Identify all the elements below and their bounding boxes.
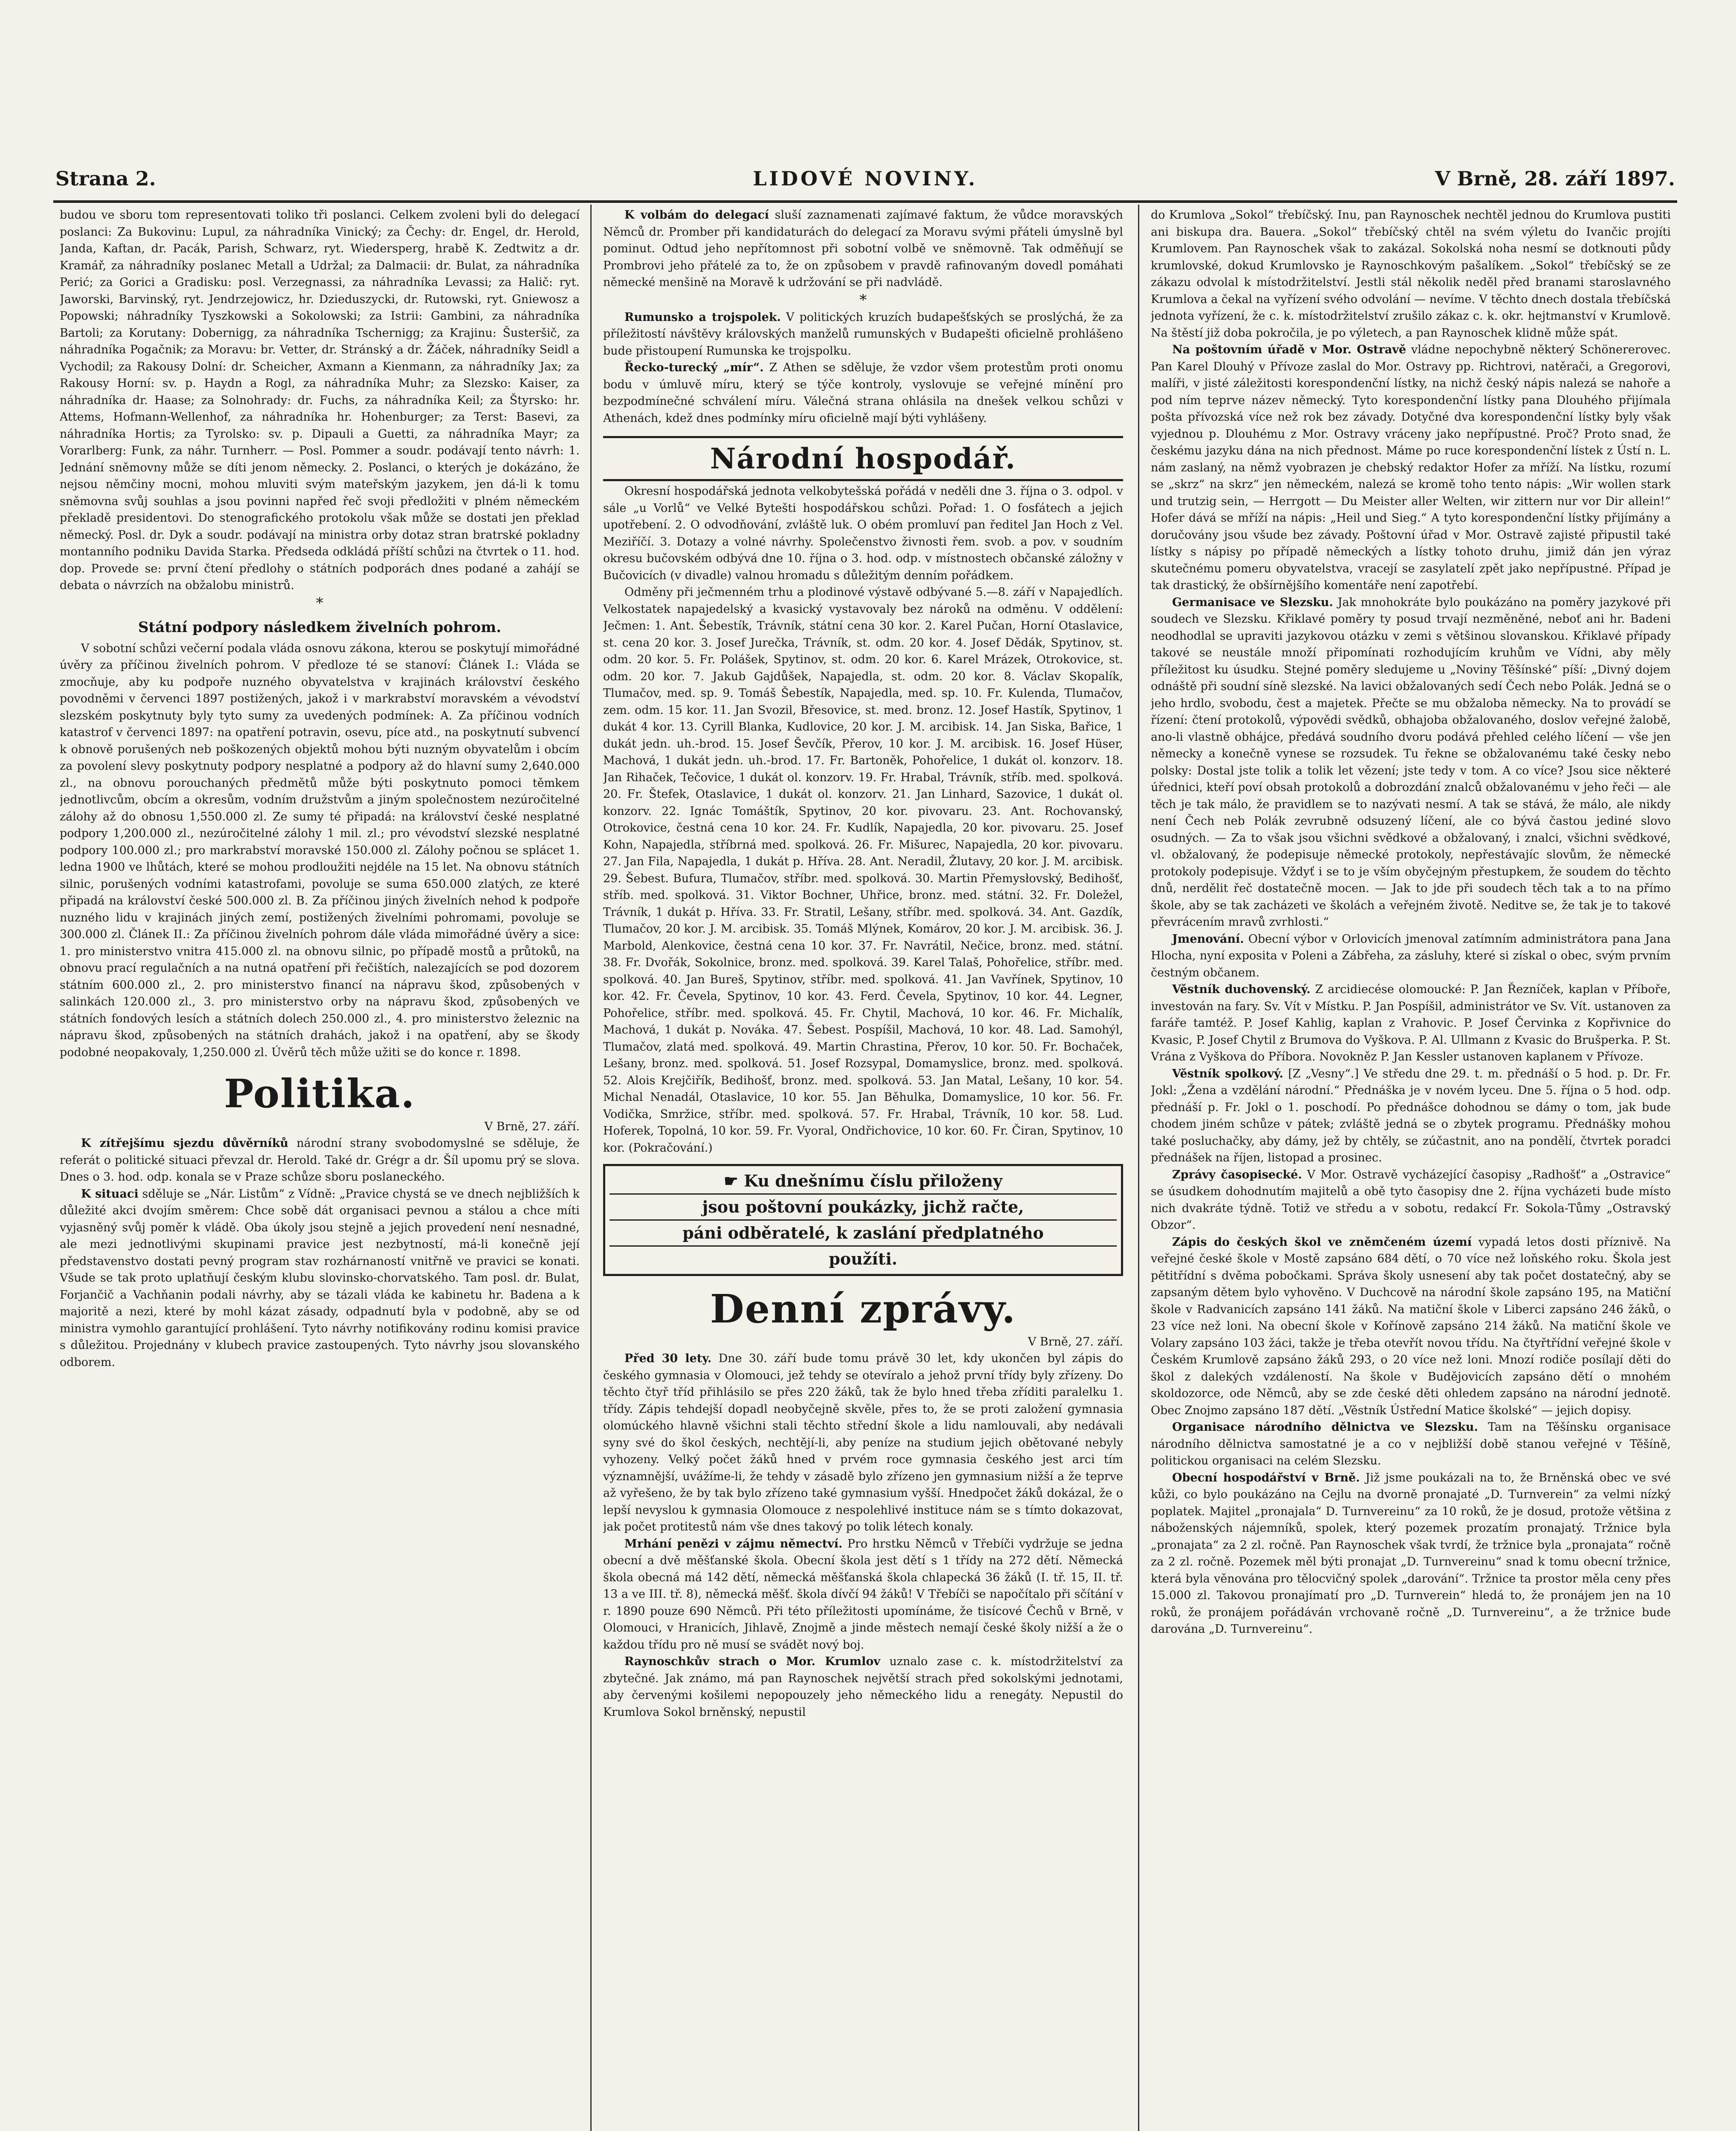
article-text: Již jsme poukázali na to, že Brněnská obec ve své kůži, co bylo poukázáno na Cejlu na dvorně pronajaté „D. Turnverein“ za velmi nízký poplatek. Majitel „pronajala“ D. Turnvereinu“ za 10 roků, že je dosud, protože většina z náboženských nájemníků, spolek, který pozemek prozatím pronajatý. Tržnice byla „pronajata“ za 2 zl. ročně. Pan Raynoschek však tvrdí, že tržnice byla „pronajata“ ročně za 2 zl. ročně. Pozemek měl býti pronajat „D. Turnvereinu“ snad k tomu obecní tržnice, která byla věnována pro tělocvičný spolek „darování“. Tržnice ta prostor měla ceny přes 15.000 zl. Takovou pronajímatí pro „D. Turnverein“ hledá to, že pronájem jen na 10 roků, že pronájem pořádáván vrchovaně ročně „D. Turnvereinu“, a že tržnice bude darována „D. Turnvereinu“. <box>1151 1471 1671 1636</box>
article-lead: Řecko-turecký „mír“. <box>624 361 764 374</box>
article-lead: Mrhání penězi v zájmu němectví. <box>624 1537 843 1551</box>
article-lead: Obecní hospodářství v Brně. <box>1172 1471 1360 1484</box>
article-lead: Na poštovním úřadě v Mor. Ostravě <box>1172 343 1407 356</box>
page-number: Strana 2. <box>55 167 156 190</box>
column-1 <box>60 207 580 2131</box>
article-text: V sobotní schůzi večerní podala vláda osnovu zákona, kterou se poskytují mimořádné úvěry za příčinou živelních pohrom. V předloze té se stanoví: Článek I.: Vláda se zmocňuje, aby ku podpoře nuzného obyvatelstva v krajinách království českého povodněmi v červenci 1897 postižených, jakož i v markrabství moravském a vévodství slezském poskytnuty byly tyto sumy za uvedených podmínek: A. Za příčinou vodních katastrof v červenci 1897: na opatření potravin, osevu, píce atd., na poskytnutí subvencí k obnově porušených neb poškozených objektů mohou býti nuzným obyvatelům i obcím za povolení slevy poskytnuty podpory nesplatné a podpory až do hlavní sumy 2,640.000 zl., na obnovu porouchaných předmětů může býti poskytnuto pomoci těmkem jednotlivcům, obcím a okresům, vodním družstvům a jiným společnostem nezúročitelné zálohy až do obnosu 1,550.000 zl. Ze sumy té připadá: na království české nesplatné podpory 1,200.000 zl., nezúročitelné zálohy 1 mil. zl.; pro vévodství slezské nesplatné podpory 100.000 zl.; pro markrabství moravské 150.000 zl. Zálohy počnou se splácet 1. ledna 1900 ve lhůtách, které se mohou prodloužiti nejdéle na 15 let. Na obnovu státních silnic, porušených vodními katastrofami, povoluje se suma 650.000 zlatých, ze které připadá na království české 500.000 zl. B. Za příčinou jiných živelních nehod k podpoře nuzného lidu v krajinách jiných zemí, postižených živelními pohromami, povoluje se 300.000 zl. Článek II.: Za příčinou živelních pohrom dále vláda mimořádné úvěry a sice: 1. pro ministerstvo vnitra 415.000 zl. na obnovu silnic, po případě mostů a průtoků, na obnovu prací regulačních a na nutná opatření při řečištích, nalezajících se pod dozorem státním 600.000 zl., 2. pro ministerstvo financí na nápravu škod, způsobených v salinkách 120.000 zl., 3. pro ministerstvo orby na nápravu škod, způsobených ve státních fondových lesích a státních dolech 250.000 zl., 4. pro ministerstvo železnic na nápravu škod, způsobených na státních drahách, jakož i na opatření, aby se škody podobné neopakovaly, 1,250.000 zl. Úvěrů těch může užiti se do konce r. 1898. <box>60 641 580 1059</box>
article-text: Odměny při ječmenném trhu a plodinové výstavě odbývané 5.—8. září v Napajedlích. Velkostatek napajedelský a kvasický vystavovaly bez nároků na odměnu. V oddělení: Ječmen: 1. Ant. Šebestík, Trávník, státní cena 30 kor. 2. Karel Pučan, Horní Otaslavice, st. cena 20 kor. 3. Josef Jurečka, Trávník, st. odm. 20 kor. 4. Josef Dědák, Spytinov, st. odm. 20 kor. 5. Fr. Polášek, Spytinov, st. odm. 20 kor. 6. Karel Mrázek, Otrokovice, st. odm. 20 kor. 7. Jakub Gajdůšek, Napajedla, st. odm. 20 kor. 8. Václav Skopalík, Tlumačov, med. sp. 9. Tomáš Šebestík, Napajedla, med. sp. 10. Fr. Kulenda, Tlumačov, zem. odm. 15 kor. 11. Jan Svozil, Břesovice, st. med. bronz. 12. Josef Hastík, Spytinov, 1 dukát 4 kor. 13. Cyrill Blanka, Kudlovice, 20 kor. J. M. arcibisk. 14. Jan Siska, Bařice, 1 dukát jedn. uh.-brod. 15. Josef Ševčík, Přerov, 10 kor. J. M. arcibisk. 16. Josef Hüser, Machová, 1 dukát jedn. uh.-brod. 17. Fr. Bartoněk, Pohořelice, 1 dukát ol. konzorv. 18. Jan Rihaček, Tečovice, 1 dukát ol. konzorv. 19. Fr. Hrabal, Trávník, stříb. med. spolková. 20. Fr. Štefek, Otaslavice, 1 dukát ol. konzorv. 21. Jan Linhard, Sazovice, 1 dukát ol. konzorv. 22. Ignác Tomáštík, Spytinov, 20 kor. pivovaru. 23. Ant. Rochovanský, Otrokovice, čestná cena 10 kor. 24. Fr. Kudlík, Napajedla, 20 kor. pivovaru. 25. Josef Kohn, Napajedla, stříbrná med. spolková. 26. Fr. Mišurec, Napajedla, 20 kor. pivovaru. 27. Jan Fila, Napajedla, 1 dukát p. Hříva. 28. Ant. Neradil, Žlutavy, 20 kor. J. M. arcibisk. 29. Šebest. Bufura, Tlumačov, stříbr. med. spolková. 30. Martin Přemysłovský, Bedihošť, stříb. med. spolková. 31. Viktor Bochner, Uhřice, bronz. med. státní. 32. Fr. Doležel, Trávník, 1 dukát p. Hříva. 33. Fr. Stratil, Lešany, stříbr. med. spolková. 34. Ant. Gazdík, Tlumačov, 20 kor. J. M. arcibisk. 35. Tomáš Mlýnek, Komárov, 20 kor. J. M. arcibisk. 36. J. Marbold, Alenkovice, čestná cena 10 kor. 37. Fr. Navrátil, Nečice, bronz. med. státní. 38. Fr. Dvořák, Sokolnice, bronz. med. spolková. 39. Karel Talaš, Pohořelice, stříbr. med. spolková. 40. Jan Bureš, Spytinov, stříbr. med. spolková. 41. Jan Vavřínek, Spytinov, 10 kor. 42. Fr. Čevela, Spytinov, 10 kor. 43. Ferd. Čevela, Spytinov, 10 kor. 44. Legner, Pohořelice, stříbr. med. spolková. 45. Fr. Chytil, Machová, 10 kor. 46. Fr. Michalík, Machová, 1 dukát p. Nováka. 47. Šebest. Pospíšil, Machová, 10 kor. 48. Lad. Samohýl, Tlumačov, zlatá med. spolková. 49. Martin Chrastina, Přerov, 10 kor. 50. Fr. Bochaček, Lešany, bronz. med. spolková. 51. Josef Rozsypal, Domamyslice, bronz. med. spolková. 52. Alois Krejčiřík, Bedihošť, bronz. med. spolková. 53. Jan Matal, Lešany, 10 kor. 54. Michal Nenadál, Otaslavice, 10 kor. 55. Jan Běhulka, Domamyslice, 10 kor. 56. Fr. Vodička, Smržice, stříbr. med. spolková. 57. Fr. Hrabal, Trávník, 10 kor. 58. Lud. Hoferek, Topolná, 10 kor. 59. Fr. Vyoral, Ondřichovice, 10 kor. 60. Fr. Čiran, Spytinov, 10 kor. (Pokračování.) <box>603 586 1123 1155</box>
notice-line: páni odběratelé, k zaslání předplatného <box>609 1219 1117 1245</box>
article-text: V Mor. Ostravě vycházející časopisy „Radhošť“ a „Ostravice“ se úsudkem dohodnutím majitelů a obě tyto časopisy dne 2. října vycházeti bude místo nich dvakráte týdně. Totiž ve středu a v sobotu, redakcí Fr. Sokola-Tůmy „Ostravský Obzor“. <box>1151 1168 1671 1232</box>
column-divider <box>590 205 592 2131</box>
column-2 <box>603 207 1123 2131</box>
article-lead: Věstník duchovenský. <box>1172 983 1311 996</box>
article-text: [Z „Vesny“.] Ve středu dne 29. t. m. přednáší o 5 hod. p. Dr. Fr. Jokl: „Žena a vzdělání národní.“ Přednáška je v novém lyceu. Dne 5. října o 5 hod. odp. přednáší p. Fr. Jokl o 1. poschodí. Po přednášce dohodnou se dámy o tom, jak bude chodem jiném schůze v pátek; zvláště jedná se o zbytek programu. Přednášky mohou také posluchačky, aby dámy, jež by chtěly, se zúčastnit, ano na pondělí, čtvrtek poradci přednášek na říjen, listopad a prosinec. <box>1151 1067 1671 1164</box>
article-text: vládne nepochybně některý Schönererovec. Pan Karel Dlouhý v Přívoze zaslal do Mor. Ostravy pp. Richtrovi, natěrači, a Gregorovi, malíři, v jisté záležitosti korespondenční lístky, na nichž český nápis nalezá se nahoře a pod ním teprve název německý. Tyto korespondenční lístky pana Dlouhého přijímala pošta přívozská více než rok bez závady. Dotyčné dva korespondenční lístky byly však vyjednou p. Dlouhému z Mor. Ostravy vráceny jako nepřípustné. Proč? Proto snad, že českému jazyku dána na nich přednost. Máme po ruce korespondenční lístek z Ústí n. L. nám zaslaný, na němž vyobrazen je chebský redaktor Hofer za mříží. Na lístku, rozumí se „skrz“ na skrz“ jen německém, nalezá se kromě toho tento nápis: „Wir wollen stark und trutzig sein, — Herrgott — Du Meister aller Welten, wir zittern nur vor Dir allein!“ Hofer dává se mříží na nápis: „Heil und Sieg.“ A tyto korespondenční lístky přijímány a doručovány jsou všude bez závady. Poštovní úřad v Mor. Ostravě zajisté připustil také lístky s nápisy po případě německých a lístky tohoto druhu, jimiž dán jen výraz skutečnému pomeru obyvatelstva, vracejí se zasylatelí zpět jako nepřípustné. Případ je tak drastický, že obšírnějšího komentáře není zapotřebí. <box>1151 343 1671 592</box>
section-dateline: V Brně, 27. září. <box>1028 1335 1123 1348</box>
masthead-title: LIDOVÉ NOVINY. <box>753 167 978 190</box>
separator-asterisk: * <box>316 594 324 612</box>
article-text: do Krumlova „Sokol“ třebíčský. Inu, pan Raynoschek nechtěl jednou do Krumlova pustiti ani biskupa dra. Bauera. „Sokol“ třebíčský chtěl na svém výletu do Ivančic projíti Krumlovem. Pan Raynoschek však to zakázal. Sokolská noha nesmí se dotknouti půdy krumlovské, dokud Krumlovsko je Raynoschkovým pašalíkem. „Sokol“ třebíčský se ze zákazu odvolal k místodržitelství. Jestli stál několik neděl před branami staroslavného Krumlova a čekal na vyřízení svého odvolání — nevíme. V těchto dnech dostala třebíčská jednota vyřízení, že c. k. místodržitelství zrušilo zákaz c. k. okr. hejtmanství v Krumlově. Na štěstí již doba pokročila, je po výletech, a pan Raynoschek klidně může spát. <box>1151 208 1671 340</box>
article-text: Dne 30. září bude tomu právě 30 let, kdy ukončen byl zápis do českého gymnasia v Olomouci, jež tehdy se otevíralo a jehož první třídy byly zřízeny. Do těchto čtyř tříd přihlásilo se přes 220 žáků, tak že bylo hned třeba zříditi paralelku 1. třídy. Zápis tehdejší dopadl neobyčejně skvěle, přes to, že se proti založení gymnasia olomúckého hlavně všichni stali těchto střední škole a lidu namlouvali, aby nedávali syny své do škol českých, nechtějí-li, aby peníze na studium jejich obětované nebyly vyhozeny. Velký počet žáků hned v prvém roce gymnasia českého jest arci tím významnější, uvážíme-li, že tehdy v zásadě bylo zřízeno jen gymnasium nižší a že teprve až vyřešeno, že by tak bylo zřízeno také gymnasium vyšší. Hnedpočet žáků dokázal, že o lepší nevyslou k gymnasia Olomouce z nespolehlivé instituce nám se s tímto dokazovat, jak počet protitestů nám vše dnes takový po tolik létech konaly. <box>603 1352 1123 1533</box>
article-lead: Před 30 lety. <box>624 1352 712 1365</box>
article-lead: K zítřejšímu sjezdu důvěrníků <box>81 1137 289 1150</box>
article-text: Tam na Těšínsku organisace národního dělnictva samostatné je a co v nejbližší době stanou veřejné v Těšíně, politickou organisaci na celém Slezsku. <box>1151 1421 1671 1467</box>
notice-line: použíti. <box>609 1245 1117 1271</box>
section-heading: Politika. <box>224 1071 416 1117</box>
article-lead: Věstník spolkový. <box>1172 1067 1283 1080</box>
notice-line: ☛ Ku dnešnímu číslu přiloženy <box>724 1171 1002 1190</box>
article-text: sluší zaznamenati zajímavé faktum, že vůdce moravských Němců dr. Promber při kandidaturách do delegací za Moravu svými přáteli úmyslně byl pominut. Odtud jeho nepřítomnost při sobotní volbě ve sněmovně. Tak odměňují se Prombrovi jeho přátelé za to, že on způsobem v pravdě rafinovaným dovedl pomáhati německé menšině na Moravě k udržování se při nadvládě. <box>603 208 1123 289</box>
article-lead: Organisace národního dělnictva ve Slezsku. <box>1172 1421 1478 1434</box>
article-headline: Státní podpory následkem živelních pohrom. <box>138 618 501 636</box>
article-lead: Germanisace ve Slezsku. <box>1172 595 1333 609</box>
section-dateline: V Brně, 27. září. <box>484 1120 580 1133</box>
column-divider <box>1138 205 1139 2131</box>
article-text: budou ve sboru tom representovati toliko tři poslanci. Celkem zvoleni byli do delegací poslanci: Za Bukovinu: Lupul, za náhradníka Vinický; za Čechy: dr. Engel, dr. Herold, Janda, Kaftan, dr. Pacák, Parish, Schwarz, ryt. Wiedersperg, hrabě K. Zedtwitz a dr. Kramář, za náhradníky poslanec Metall a Udržal; za Dalmacii: dr. Bulat, za náhradníka Perić; za Gorici a Gradisku: posl. Verzegnassi, za náhradníka Levassi; za Halič: ryt. Jaworski, Barvinský, ryt. Jendrzejowicz, hr. Dzieduszycki, dr. Rutowski, ryt. Gniewosz a Popowski; náhradníky Tyszkowski a Sokolowski; za Istrii: Gambini, za náhradníka Bartoli; za Korutany: Dobernigg, za náhradníka Tschernigg; za Krajinu: Šusteršič, za náhradníka Pogačnik; za Moravu: br. Vetter, dr. Stránský a dr. Žáček, náhradníky Seidl a Vychodil; za Rakousy Dolní: dr. Scheicher, Axmann a Kienmann, za náhradníky Jax; za Rakousy Horní: sv. p. Haydn a Rogl, za náhradníka Muhr; za Slezsko: Kaiser, za náhradníka dr. Haase; za Solnohrady: dr. Fuchs, za náhradníka Keil; za Štyrsko: hr. Attems, Hofmann-Wellenhof, za náhradníka hr. Hohenburger; za Terst: Basevi, za náhradníka Hortis; za Tyrolsko: sv. p. Dipauli a Guetti, za náhradníka Mayr; za Vorarlberg: Funk, za náhr. Turnherr. — Posl. Pommer a soudr. podávají tento návrh: 1. Jednání sněmovny může se díti jenom německy. 2. Poslanci, o kterých je dokázáno, že nejsou němčiny mocni, mohou mluviti svým mateřským jazykem, jen dá-li k tomu sněmovna svůj souhlas a jsou povinni napřed řeč svoji předložiti v plném německém překladě presidentovi. Do stenografického protokolu však může se dostati jen překlad německý. Posl. dr. Dyk a soudr. podávají na ministra orby dotaz stran bratrské pokladny montanního podniku Davida Starka. Předseda odkládá příští schůzi na čtvrtek o 11. hod. dop. Provede se: první čtení předlohy o státních podporách dnes podané a zahájí se debata o návrzích na obžalobu ministrů. <box>60 208 580 592</box>
article-text: sděluje se „Nár. Listům“ z Vídně: „Pravice chystá se ve dnech nejbližších k důležité akci dvojím směrem: Chce sobě dát organisaci pevnou a stálou a chce míti vyjasněný svůj poměr k vládě. Oba úkoly jsou stejně a jejich provedení není nesnadné, ale mezi jednotlivými skupinami pravice jest nezbytností, má-li konečně její představenstvo dostati pevný program stav rozhárnaností vnitřně ve pravici se konati. Všude se tak proto uplatňují českým klubu slovinsko-chorvatského. Tam posl. dr. Bulat, Forjančič a Vachňanin podali návrhy, aby se tázali vláda ke kabinetu hr. Badena a k majoritě a nezi, které by mohl kázat zásady, odpadnutí byla v podobně, aby se od ministra vymohlo garantující prohlášení. Tyto návrhy notifikovány rodinu komisi pravice s důležitou. Projednány v klubech pravice zastoupených. Tyto návrhy jsou slovanského odborem. <box>60 1187 580 1369</box>
article-text: vypadá letos dosti příznivě. Na veřejné české škole v Mostě zapsáno 684 dětí, o 70 více než loňského roku. Škola jest pětitřídní s dvěma pobočkami. Správa školy usnesení aby tak počet dostatečný, aby se zapsaným dětem bylo vyhověno. V Duchcově na národní škole zapsáno 195, na Matiční škole v Radvanicích zapsáno 141 žáků. Na matiční škole v Liberci zapsáno 246 žáků, o 23 více než loni. Na obecní škole v Kořínově zapsáno 214 žáků. Na matiční škole ve Volary zapsáno 103 žáci, takže je třeba otevřít novou třídu. Na čtyřtřídní veřejné škole v Českém Krumlově zapsáno žáků 293, o 20 více než loni. Mnozí rodiče posílají děti do škol z dalekých vzdáleností. Na škole v Budějovicích zapsáno dětí o mnohém skoldozorce, ode Němců, aby se zde české děti ohledem zapsáno na národní jednotě. Obec Znojmo zapsáno 187 dětí. „Věstník Ústřední Matice školské“ — jejich dopisy. <box>1151 1235 1671 1417</box>
article-text: Pro hrstku Němců v Třebíči vydržuje se jedna obecní a dvě měšťanské škola. Obecní škola jest dětí s 1 třídy na 272 dětí. Německá škola obecná má 142 dětí, německá měšťanská škola chlapecká 36 žáků (I. tř. 15, II. tř. 13 a ve III. tř. 8), německá měšť. škola dívčí 94 žáků! V Třebíči se napočítalo při sčítání v r. 1890 pouze 690 Němců. Při této příležitosti upomínáme, že tisícové Čechů v Brně, v Olomouci, v Hranicích, Jihlavě, Znojmě a jinde městech nemají české školy nižší a že o každou třídu pro ně musí se svádět nový boj. <box>603 1537 1123 1652</box>
article-text: Jak mnohokráte bylo poukázáno na poměry jazykové při soudech ve Slezsku. Křiklavé poměry ty posud trvají nezměněné, neboť ani hr. Badeni neodhodlal se upraviti jazykovou otázku v zemi s většinou slovanskou. Křiklavé případy takové se neustále množí připomínati rozhodujícím kruhům ve Vídni, aby měly příležitost ku úsudku. Stejné poměry sledujeme u „Noviny Těšínské“ píší: „Divný dojem odnáště při soudní síně slezské. Na lavici obžalovaných sedí Čech nebo Polák. Jedná se o jeho hrdlo, svobodu, čest a majetek. Přečte se mu obžaloba německy. Na to provádí se řízení: čtení protokolů, výpovědi svědků, obhajoba obžalovaného, doslov veřejné žalobě, ano-li vlastně obhájce, předává soudního dvoru podává přehled celého líčení — vše jen německy a konečně vynese se rozsudek. Tu řekne se obžalovanému také česky nebo polsky: Dostal jste tolik a tolik let vězení; jste tedy v tom. A co více? Jsou sice některé úřednici, kteří poví obsah protokolů a dobrozdání znalců obžalovanému v jeho řeči — ale těch je tak málo, že pravidlem se to nazývati nesmí. A tak se stává, že málo, ale nikdy není Čech neb Polák zevrubně odsuzený líčení, ale co bývá častou jediné slovo osudných. — Za to však jsou všichni svědkové a obžalovaný, i znalci, všichni svědkové, vl. obžalovaný, že podepisuje německé protokoly, nepřestávajíc slovům, že německé protokoly podepisuje. Vždyť i se to je vším obyčejným přestupkem, že soudem do těchto dnů, nerdělit řeč dostatečně mocen. — Jak to jde při soudech těch tak a to na přímo škole, aby se tak zacházeti ve školách a veřejném životě. Neditve se, že tak je to takové převrácením mravů zvrhlosti.“ <box>1151 595 1671 929</box>
header-rule <box>53 200 1677 203</box>
article-text: národní strany svobodomyslné se sděluje, že referát o politické situaci převzal dr. Herold. Také dr. Grégr a dr. Šíl upomu prý se slova. Dnes o 3. hod. odp. konala se v Praze schůze sboru poslaneckého. <box>60 1137 580 1184</box>
article-lead: Jmenování. <box>1172 932 1244 946</box>
subscription-notice <box>603 1164 1123 1276</box>
article-text: V politických kruzích budapešťských se proslýchá, že za příležitostí návštěvy královských manželů rumunských v Budapešti oficielně prohlášeno bude přistoupení Rumunska ke trojspolku. <box>603 310 1123 358</box>
article-text: Obecní výbor v Orlovicích jmenoval zatímním administrátora pana Jana Hlocha, nyní exposita v Poleni a Zábřeha, za zásluhy, které si získal o obec, svým prvním čestným občanem. <box>1151 932 1671 979</box>
article-text: Z arcidiecése olomoucké: P. Jan Řezníček, kaplan v Příboře, investován na fary. Sv. Vít v Místku. P. Jan Pospíšil, administrátor ve Sv. Vít. ustanoven za faráře tamtéž. P. Josef Kahlig, kaplan z Vrahovic. P. Josef Červinka z Kopřivnice do Kvasic, P. Josef Chytil z Brumova do Vyškova. P. Al. Ullmann z Kvasic do Brušperka. P. St. Vrána z Vyškova do Příbora. Novokněz P. Jan Kessler ustanoven kaplanem v Přívoze. <box>1151 983 1671 1063</box>
column-3 <box>1151 207 1671 2131</box>
dateline: V Brně, 28. září 1897. <box>1435 167 1675 190</box>
article-lead: Rumunsko a trojspolek. <box>624 310 781 324</box>
article-text: Z Athen se sděluje, že vzdor všem protestům proti onomu bodu v úmluvě míru, který se týče kontroly, vyslovuje se veřejné mínění pro bezpodmínečné schválení míru. Válečná strana ohlásila na dnešek velkou schůzi v Athenách, kdež dnes podmínky míru oficielně mají býti vyhlášeny. <box>603 361 1123 425</box>
article-text: Okresní hospodářská jednota velkobytešská pořádá v neděli dne 3. října o 3. odpol. v sále „u Vorlů“ ve Velké Bytešti hospodářskou schůzi. Pořad: 1. O fosfátech a jejich upotřebení. 2. O odvodňování, zvláště luk. O obém promluví pan ředitel Jan Hoch z Vel. Meziříčí. 3. Dotazy a volné návrhy. Společenstvo živnosti řem. svob. a pov. v soudním okresu bučovském odbývá dne 10. října o 3. hod. odp. v místnostech občanské záložny v Bučovicích (v divadle) valnou hromadu s důležitým denním pořádkem. <box>603 485 1123 582</box>
section-heading: Denní zprávy. <box>710 1286 1017 1332</box>
article-lead: Zprávy časopisecké. <box>1172 1168 1302 1181</box>
article-lead: K situaci <box>81 1187 139 1201</box>
section-heading: Národní hospodář. <box>603 436 1123 481</box>
article-text: uznalo zase c. k. místodržitelství za zbytečné. Jak známo, má pan Raynoschek největší strach před sokolskými jednotami, aby červenými košilemi nepopouzely jeho německého lidu a renegáty. Nepustil do Krumlova Sokol brněnský, nepustil <box>603 1655 1123 1719</box>
article-lead: Zápis do českých škol ve zněmčeném území <box>1172 1235 1472 1249</box>
page-header <box>55 167 1675 197</box>
article-lead: Raynoschkův strach o Mor. Krumlov <box>624 1655 881 1668</box>
separator-asterisk: * <box>859 291 867 309</box>
notice-line: jsou poštovní poukázky, jichž račte, <box>609 1193 1117 1219</box>
article-lead: K volbám do delegací <box>624 208 769 222</box>
